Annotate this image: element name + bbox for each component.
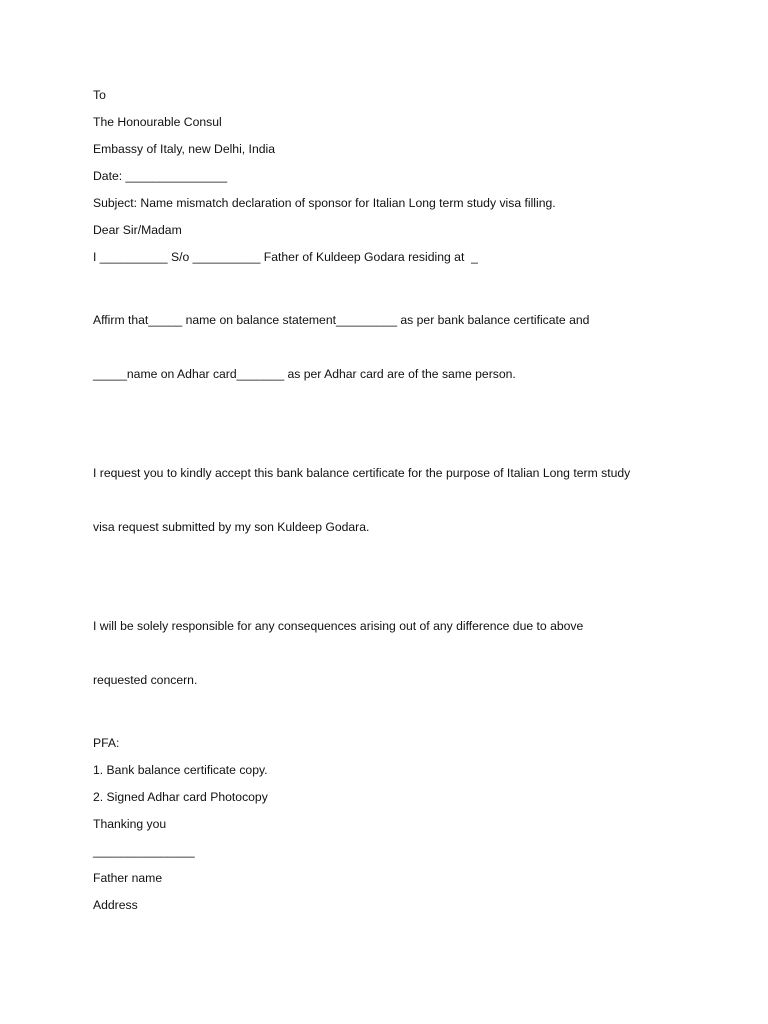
attachment-item-1: 1. Bank balance certificate copy. bbox=[93, 763, 268, 777]
attachment-item-2: 2. Signed Adhar card Photocopy bbox=[93, 790, 268, 804]
closing-line: Thanking you bbox=[93, 817, 167, 831]
signature-line: _______________ bbox=[93, 844, 195, 858]
pfa-label: PFA: bbox=[93, 736, 120, 750]
responsibility-line-1: I will be solely responsible for any consequences arising out of any difference due to above bbox=[93, 619, 584, 633]
affirm-line-2: _____name on Adhar card_______ as per Adhar card are of the same person. bbox=[93, 367, 516, 381]
request-line-2: visa request submitted by my son Kuldeep Godara. bbox=[93, 520, 370, 534]
embassy-line: Embassy of Italy, new Delhi, India bbox=[93, 142, 275, 156]
request-line-1: I request you to kindly accept this bank balance certificate for the purpose of Italian Long term study bbox=[93, 466, 631, 480]
responsibility-paragraph bbox=[93, 581, 683, 725]
salutation-line: Dear Sir/Madam bbox=[93, 223, 182, 237]
father-name-label: Father name bbox=[93, 871, 163, 885]
letter-body bbox=[93, 86, 683, 923]
responsibility-line-2: requested concern. bbox=[93, 673, 198, 687]
affirm-line-1: Affirm that_____ name on balance statement_________ as per bank balance certificate and bbox=[93, 313, 590, 327]
subject-line: Subject: Name mismatch declaration of sponsor for Italian Long term study visa filling. bbox=[93, 196, 556, 210]
recipient-line: The Honourable Consul bbox=[93, 115, 222, 129]
declaration-line: I __________ S/o __________ Father of Kuldeep Godara residing at _ bbox=[93, 250, 478, 264]
address-label: Address bbox=[93, 898, 138, 912]
to-line: To bbox=[93, 88, 106, 102]
request-paragraph bbox=[93, 428, 683, 572]
date-line: Date: _______________ bbox=[93, 169, 228, 183]
affirm-paragraph bbox=[93, 275, 683, 419]
